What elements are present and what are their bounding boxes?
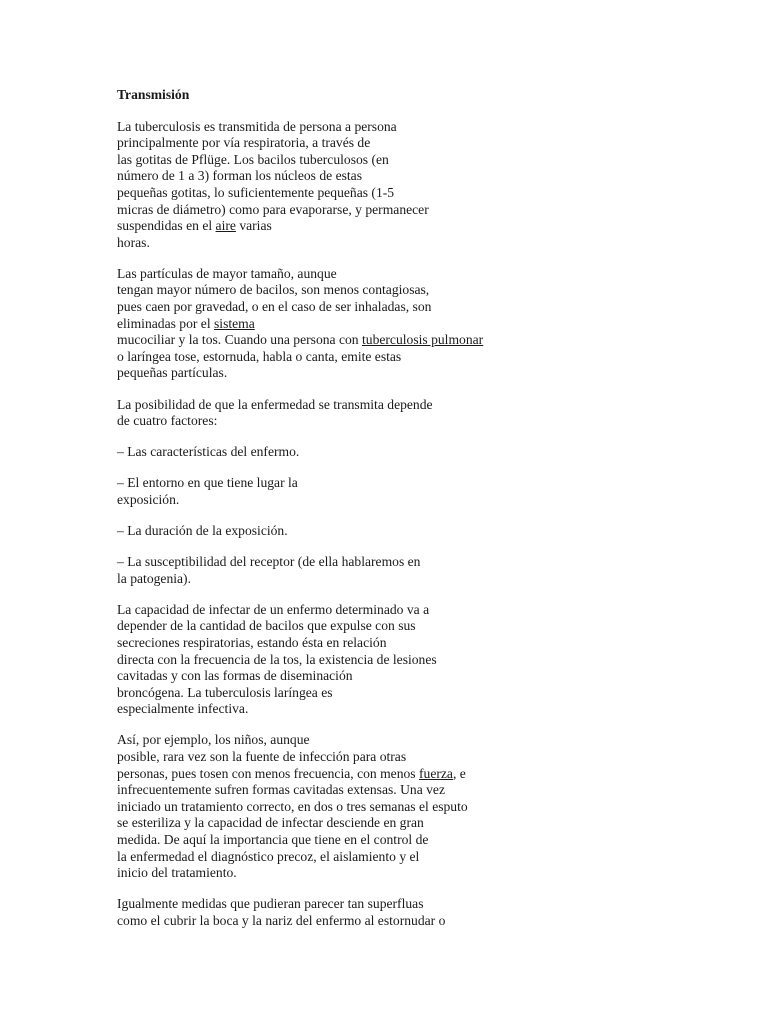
text-line: [117, 766, 757, 783]
link-tuberculosis-pulmonar[interactable]: tuberculosis pulmonar: [362, 332, 484, 348]
text-line: tengan mayor número de bacilos, son menos contagiosas,: [117, 282, 430, 298]
link-fuerza[interactable]: fuerza: [419, 765, 453, 781]
text-fragment: eliminadas por el: [117, 315, 215, 331]
text-line: micras de diámetro) como para evaporarse, y permanecer: [117, 201, 429, 217]
text-line: iniciado un tratamiento correcto, en dos o tres semanas el esputo: [117, 798, 468, 814]
text-fragment: , e: [452, 765, 466, 781]
text-line: La tuberculosis es transmitida de persona a persona: [117, 118, 397, 134]
text-line: – Las características del enfermo.: [117, 444, 300, 460]
paragraph-children-treatment: [117, 732, 757, 881]
paragraph-particles: [117, 266, 757, 382]
text-line: las gotitas de Pflüge. Los bacilos tuberculosos (en: [117, 151, 389, 167]
text-line: Las partículas de mayor tamaño, aunque: [117, 265, 337, 281]
text-line: de cuatro factores:: [117, 413, 218, 429]
text-line: número de 1 a 3) forman los núcleos de estas: [117, 168, 362, 184]
text-line: pequeñas partículas.: [117, 365, 228, 381]
text-line: infrecuentemente sufren formas cavitadas extensas. Una vez: [117, 782, 445, 798]
text-fragment: suspendidas en el: [117, 218, 216, 234]
text-line: – La duración de la exposición.: [117, 522, 288, 538]
text-line: o laríngea tose, estornuda, habla o canta, emite estas: [117, 348, 402, 364]
paragraph-transmission-route: [117, 119, 757, 252]
text-line: [117, 316, 757, 333]
paragraph-measures: [117, 896, 757, 929]
text-line: [117, 332, 757, 349]
factor-item: [117, 444, 757, 461]
text-line: posible, rara vez son la fuente de infección para otras: [117, 749, 407, 764]
section-title: Transmisión: [117, 87, 190, 102]
text-line: pues caen por gravedad, o en el caso de ser inhaladas, son: [117, 299, 432, 315]
text-line: depender de la cantidad de bacilos que expulse con sus: [117, 618, 416, 634]
text-line: principalmente por vía respiratoria, a través de: [117, 135, 371, 151]
text-line: secreciones respiratorias, estando ésta en relación: [117, 634, 387, 650]
text-line: La posibilidad de que la enfermedad se transmita depende: [117, 396, 433, 412]
text-line: especialmente infectiva.: [117, 701, 249, 717]
text-fragment: varias: [235, 218, 272, 234]
text-fragment: personas, pues tosen con menos frecuencia, con menos: [117, 765, 419, 781]
text-line: exposición.: [117, 491, 180, 507]
factor-item: [117, 554, 757, 587]
paragraph-infectivity: [117, 602, 757, 718]
text-line: cavitadas y con las formas de diseminación: [117, 668, 353, 684]
factor-item: [117, 475, 757, 508]
text-line: inicio del tratamiento.: [117, 865, 237, 881]
text-line: se esteriliza y la capacidad de infectar desciende en gran: [117, 815, 424, 831]
text-line: la enfermedad el diagnóstico precoz, el aislamiento y el: [117, 848, 420, 864]
factor-item: [117, 523, 757, 540]
link-sistema[interactable]: sistema: [214, 315, 255, 331]
text-line: como el cubrir la boca y la nariz del enfermo al estornudar o: [117, 912, 446, 928]
text-line: broncógena. La tuberculosis laríngea es: [117, 684, 333, 700]
text-line: – La susceptibilidad del receptor (de ella hablaremos en: [117, 554, 421, 570]
text-line: horas.: [117, 234, 150, 250]
text-line: – El entorno en que tiene lugar la: [117, 475, 298, 491]
text-line: [117, 218, 757, 235]
text-line: pequeñas gotitas, lo suficientemente pequeñas (1-5: [117, 184, 395, 200]
document-body: [117, 87, 757, 944]
text-line: medida. De aquí la importancia que tiene en el control de: [117, 831, 429, 847]
link-aire[interactable]: aire: [215, 218, 236, 234]
text-line: directa con la frecuencia de la tos, la existencia de lesiones: [117, 651, 437, 667]
text-line: la patogenia).: [117, 570, 191, 586]
paragraph-factors-intro: [117, 397, 757, 430]
text-line: Así, por ejemplo, los niños, aunque: [117, 732, 310, 748]
text-line: La capacidad de infectar de un enfermo determinado va a: [117, 601, 430, 617]
text-line: Igualmente medidas que pudieran parecer tan superfluas: [117, 896, 424, 912]
text-fragment: mucociliar y la tos. Cuando una persona con: [117, 332, 362, 348]
